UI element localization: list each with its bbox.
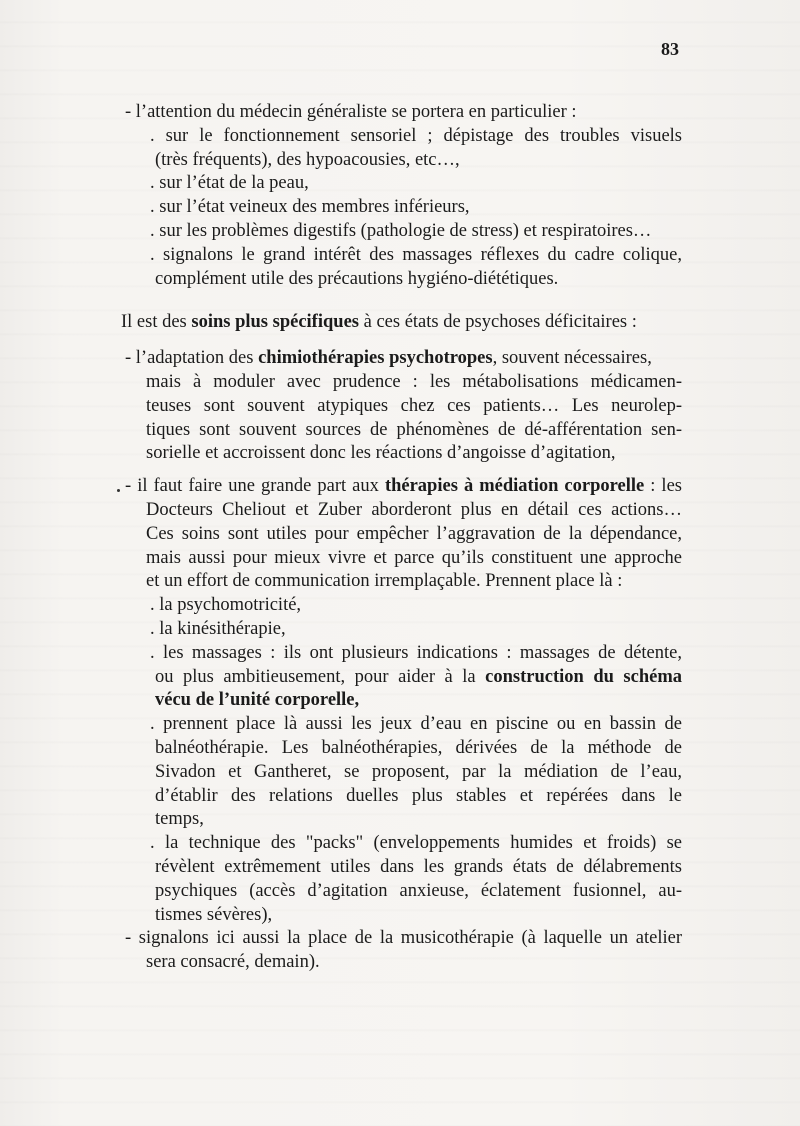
emphasis-text: chimiothérapies psychotropes [258, 348, 493, 369]
text-line: balnéothérapie. Les balnéothérapies, dérivées de la méthode de [155, 737, 682, 758]
text-line: psychiques (accès d’agitation anxieuse, éclatement fusionnel, au- [155, 880, 682, 901]
text-line: . la technique des "packs" (enveloppements humides et froids) se [150, 833, 682, 854]
text-line: complément utile des précautions hygiéno-diététiques. [155, 268, 559, 289]
text-line: teuses sont souvent atypiques chez ces patients… Les neurolep- [146, 395, 682, 416]
text-line: . sur l’état de la peau, [150, 173, 309, 194]
text-line: . sur l’état veineux des membres inférieurs, [150, 197, 470, 218]
text-segment: : les [644, 476, 682, 497]
emphasis-text: thérapies à médiation corporelle [384, 476, 645, 497]
text-line: d’établir des relations duelles plus stables et repérées dans le [155, 785, 682, 806]
text-line: . prennent place là aussi les jeux d’eau en piscine ou en bassin de [150, 714, 682, 735]
bullet-line [125, 475, 682, 499]
text-line: - l’attention du médecin généraliste se portera en particulier : [125, 102, 577, 122]
text-line: Docteurs Cheliout et Zuber aborderont plus en détail ces actions… [146, 499, 682, 520]
text-segment: - l’adaptation des [125, 348, 259, 369]
page-number: 83 [661, 39, 679, 59]
text-line [125, 689, 682, 713]
text-line: . sur le fonctionnement sensoriel ; dépistage des troubles visuels [150, 125, 682, 146]
text-line: tismes sévères), [155, 904, 273, 925]
text-line: sorielle et accroissent donc les réactions d’angoisse d’agitation, [146, 443, 616, 464]
text-line: mais aussi pour mieux vivre et parce qu’ils constituent une approche [146, 547, 682, 568]
text-line: . signalons le grand intérêt des massages réflexes du cadre colique, [150, 244, 682, 265]
text-line: Sivadon et Gantheret, se proposent, par la médiation de l’eau, [155, 761, 682, 782]
body-text [121, 101, 682, 975]
text-line: temps, [155, 809, 204, 830]
emphasis-text: construction du schéma [485, 666, 682, 687]
text-line: mais à moduler avec prudence : les métabolisations médicamen- [146, 371, 682, 392]
text-line: tiques sont souvent sources de phénomènes de dé-afférentation sen- [146, 419, 682, 440]
text-segment: , [354, 690, 360, 711]
text-line: Ces soins sont utiles pour empêcher l’aggravation de la dépendance, [146, 523, 682, 544]
text-line: . la psychomotricité, [150, 595, 302, 616]
bullet-line: - signalons ici aussi la place de la musicothérapie (à laquelle un atelier [125, 928, 682, 949]
text-segment: Il est des [121, 312, 192, 333]
text-line: et un effort de communication irremplaçable. Prennent place là : [146, 571, 623, 592]
text-line: . les massages : ils ont plusieurs indications : massages de détente, [150, 642, 682, 663]
text-segment: ou plus ambitieusement, pour aider à la [155, 666, 486, 687]
text-segment: à ces états de psychoses déficitaires : [358, 312, 637, 333]
text-line [125, 666, 682, 690]
emphasis-text: vécu de l’unité corporelle [155, 690, 355, 711]
text-line: . la kinésithérapie, [150, 618, 286, 639]
margin-mark [117, 489, 120, 492]
text-segment: , souvent nécessaires, [492, 348, 652, 369]
bullet-line [125, 347, 682, 371]
paragraph-intro [121, 311, 682, 335]
text-line: révèlent extrêmement utiles dans les grands états de délabrements [155, 856, 682, 877]
text-line: (très fréquents), des hypoacousies, etc…, [155, 149, 460, 170]
text-line: sera consacré, demain). [146, 952, 320, 973]
text-segment: - il faut faire une grande part aux [125, 476, 385, 497]
text-line: . sur les problèmes digestifs (pathologie de stress) et respiratoires… [150, 220, 652, 241]
emphasis-text: soins plus spécifiques [191, 312, 359, 333]
